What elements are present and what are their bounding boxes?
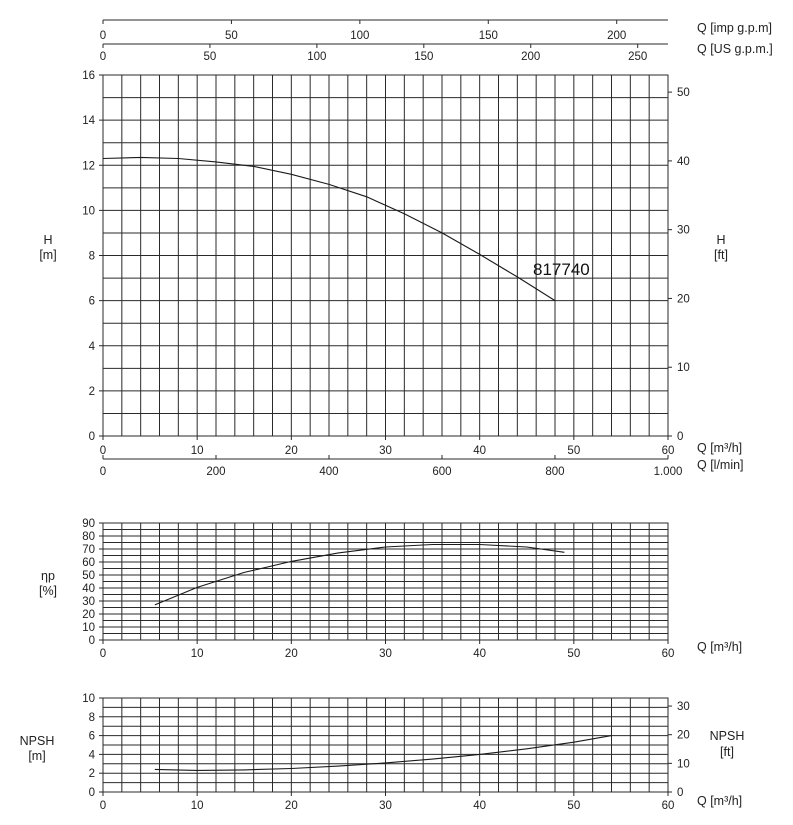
head-top-axes (100, 20, 668, 63)
head-left-tick-label: 4 (88, 340, 95, 353)
head-left-tick-label: 2 (88, 385, 95, 398)
lmin-tick-label: 400 (319, 466, 339, 478)
head-m3h-tick-label: 20 (284, 445, 298, 457)
efficiency-left-tick-label: 10 (82, 622, 95, 634)
npsh-x-tick-label: 20 (284, 800, 298, 812)
head-xlabel: Q [m³/h] (697, 441, 743, 455)
head-ylabel-left: H (43, 233, 53, 247)
efficiency-left-tick-label: 60 (82, 557, 95, 569)
head-ylabel-right-unit: [ft] (714, 248, 728, 262)
head-left-tick-label: 10 (82, 205, 95, 218)
efficiency-left-tick-label: 0 (88, 635, 95, 647)
head-left-tick-label: 12 (82, 160, 95, 173)
efficiency-chart (39, 518, 742, 660)
efficiency-xlabel: Q [m³/h] (697, 640, 743, 654)
efficiency-ticks (82, 518, 674, 660)
lmin-tick-label: 0 (99, 466, 107, 478)
npsh-left-tick-label: 2 (88, 768, 95, 781)
head-right-tick-label: 0 (677, 431, 684, 443)
npsh-right-tick-label: 20 (677, 729, 690, 742)
npsh-grid (103, 698, 668, 792)
head-left-tick-label: 14 (82, 115, 95, 128)
head-left-tick-label: 0 (88, 431, 95, 443)
head-left-tick-label: 8 (88, 250, 95, 263)
head-xlabel-lmin: Q [l/min] (697, 458, 744, 472)
head-chart (39, 20, 772, 478)
head-m3h-tick-label: 50 (567, 445, 581, 457)
npsh-x-tick-label: 10 (190, 800, 204, 812)
efficiency-x-tick-label: 60 (661, 648, 675, 660)
lmin-tick-label: 200 (206, 466, 226, 478)
npsh-curve (155, 736, 612, 771)
lmin-tick-label: 600 (432, 466, 452, 478)
head-left-tick-label: 16 (82, 70, 95, 82)
lmin-tick-label: 800 (545, 466, 565, 478)
efficiency-left-tick-label: 90 (82, 518, 95, 530)
usgpm-tick-label: 50 (203, 51, 217, 63)
head-xlabel-usgpm: Q [US g.p.m.] (697, 42, 773, 56)
head-right-tick-label: 20 (677, 293, 690, 306)
efficiency-left-tick-label: 30 (82, 596, 95, 608)
head-m3h-tick-label: 60 (661, 445, 675, 457)
npsh-chart (20, 693, 745, 812)
head-m3h-tick-label: 10 (190, 445, 204, 457)
npsh-x-tick-label: 50 (567, 800, 581, 812)
efficiency-x-tick-label: 10 (190, 648, 204, 660)
usgpm-tick-label: 250 (628, 51, 648, 63)
efficiency-grid (103, 523, 668, 640)
npsh-ylabel-left-unit: [m] (28, 749, 46, 763)
efficiency-left-tick-label: 50 (82, 570, 95, 582)
head-xlabel-impgpm: Q [imp g.p.m] (697, 21, 773, 35)
npsh-left-tick-label: 6 (88, 730, 95, 743)
npsh-xlabel: Q [m³/h] (697, 794, 743, 808)
head-right-tick-label: 30 (677, 224, 690, 237)
npsh-x-tick-label: 60 (661, 800, 675, 812)
impgpm-tick-label: 50 (225, 30, 238, 42)
efficiency-ylabel: ηp (41, 569, 55, 583)
npsh-ylabel-left: NPSH (19, 734, 55, 748)
impgpm-tick-label: 0 (99, 30, 107, 42)
npsh-right-tick-label: 30 (677, 701, 690, 714)
usgpm-tick-label: 200 (521, 51, 541, 63)
npsh-left-tick-label: 8 (88, 711, 95, 724)
npsh-left-tick-label: 0 (88, 787, 95, 799)
npsh-x-tick-label: 0 (99, 800, 107, 812)
efficiency-left-tick-label: 70 (82, 544, 95, 556)
head-m3h-tick-label: 0 (99, 445, 107, 457)
head-right-tick-label: 50 (677, 87, 690, 100)
head-grid (103, 75, 668, 436)
usgpm-tick-label: 150 (414, 51, 434, 63)
head-right-tick-label: 10 (677, 362, 690, 375)
npsh-left-tick-label: 10 (82, 693, 95, 705)
head-ylabel-right: H (716, 233, 726, 247)
npsh-right-tick-label: 10 (677, 758, 690, 771)
npsh-left-tick-label: 4 (88, 749, 95, 762)
efficiency-left-tick-label: 40 (82, 583, 95, 595)
npsh-x-tick-label: 40 (473, 800, 487, 812)
efficiency-x-tick-label: 50 (567, 648, 581, 660)
efficiency-left-tick-label: 20 (82, 609, 95, 621)
head-right-tick-label: 40 (677, 155, 690, 168)
efficiency-ylabel-unit: [%] (38, 584, 58, 598)
impgpm-tick-label: 150 (478, 30, 498, 42)
lmin-tick-label: 1.000 (653, 466, 683, 478)
head-ylabel-left-unit: [m] (39, 248, 57, 262)
npsh-right-tick-label: 0 (677, 787, 684, 799)
efficiency-x-tick-label: 40 (473, 648, 487, 660)
efficiency-left-tick-label: 80 (82, 531, 95, 543)
impgpm-tick-label: 100 (350, 30, 370, 42)
efficiency-x-tick-label: 20 (284, 648, 298, 660)
npsh-x-tick-label: 30 (379, 800, 392, 812)
efficiency-x-tick-label: 0 (99, 648, 107, 660)
head-m3h-tick-label: 40 (473, 445, 487, 457)
impgpm-tick-label: 200 (607, 30, 627, 42)
usgpm-tick-label: 0 (99, 51, 107, 63)
npsh-ylabel-right-unit: [ft] (720, 745, 734, 759)
usgpm-tick-label: 100 (307, 51, 327, 63)
npsh-ylabel-right: NPSH (709, 729, 745, 743)
efficiency-x-tick-label: 30 (379, 648, 392, 660)
head-m3h-tick-label: 30 (379, 445, 392, 457)
model-label: 817740 (533, 260, 590, 279)
head-left-tick-label: 6 (88, 295, 95, 308)
